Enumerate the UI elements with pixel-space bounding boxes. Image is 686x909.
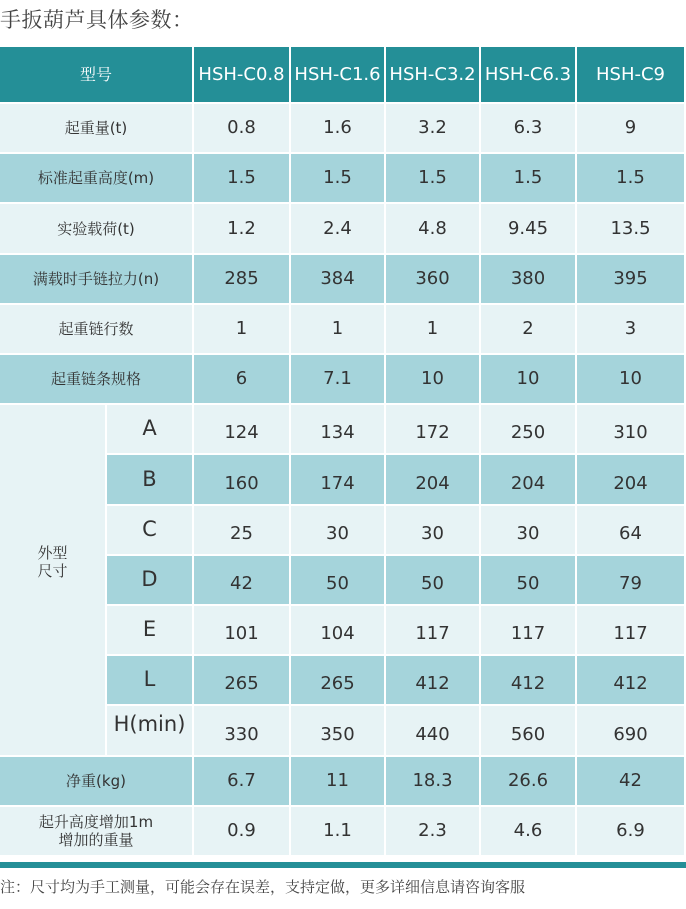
table-cell: 4.8 [386, 204, 481, 255]
table-cell: 9 [577, 104, 686, 154]
table-cell: 1.5 [577, 154, 686, 204]
header-model-hsh-c6.3: HSH-C6.3 [481, 47, 577, 104]
table-cell: 1 [291, 305, 386, 355]
table-cell: 1.5 [194, 154, 291, 204]
table-cell: 11 [291, 757, 386, 807]
table-cell: 160 [194, 455, 291, 506]
table-cell: 6.9 [577, 807, 686, 857]
table-cell: 250 [481, 405, 577, 455]
table-cell: 1.6 [291, 104, 386, 154]
dimension-label: D [107, 556, 194, 606]
table-cell: 265 [194, 656, 291, 706]
table-cell: 10 [386, 355, 481, 405]
table-cell: 6.3 [481, 104, 577, 154]
table-cell: 0.9 [194, 807, 291, 857]
dimension-label: E [107, 606, 194, 656]
table-cell: 690 [577, 706, 686, 757]
table-cell: 4.6 [481, 807, 577, 857]
table-cell: 25 [194, 506, 291, 556]
row-label-line1: 起升高度增加1m [38, 813, 154, 831]
table-cell: 42 [577, 757, 686, 807]
table-cell: 204 [386, 455, 481, 506]
header-model-hsh-c1.6: HSH-C1.6 [291, 47, 386, 104]
table-cell: 265 [291, 656, 386, 706]
row-label: 起重链行数 [0, 305, 194, 355]
dimension-label: L [107, 656, 194, 706]
table-cell: 1.5 [481, 154, 577, 204]
table-cell: 117 [481, 606, 577, 656]
table-cell: 412 [481, 656, 577, 706]
table-cell: 412 [386, 656, 481, 706]
table-cell: 6.7 [194, 757, 291, 807]
table-cell: 30 [481, 506, 577, 556]
row-label: 标准起重高度(m) [0, 154, 194, 204]
table-cell: 204 [577, 455, 686, 506]
table-bottom-bar [0, 862, 686, 868]
table-cell: 285 [194, 255, 291, 305]
footnote: 注：尺寸均为手工测量，可能会存在误差，支持定做，更多详细信息请咨询客服 [0, 878, 526, 896]
table-cell: 310 [577, 405, 686, 455]
table-cell: 1 [386, 305, 481, 355]
table-cell: 117 [386, 606, 481, 656]
table-cell: 30 [291, 506, 386, 556]
dimension-label: A [107, 405, 194, 455]
dimension-group-label-line2: 尺寸 [37, 562, 68, 580]
table-cell: 1.5 [291, 154, 386, 204]
table-cell: 3.2 [386, 104, 481, 154]
table-cell: 134 [291, 405, 386, 455]
header-model-hsh-c9: HSH-C9 [577, 47, 686, 104]
table-cell: 395 [577, 255, 686, 305]
table-cell: 117 [577, 606, 686, 656]
table-cell: 7.1 [291, 355, 386, 405]
table-cell: 2.3 [386, 807, 481, 857]
table-cell: 18.3 [386, 757, 481, 807]
table-cell: 1.2 [194, 204, 291, 255]
table-cell: 2.4 [291, 204, 386, 255]
row-label-line2: 增加的重量 [58, 831, 134, 849]
table-cell: 101 [194, 606, 291, 656]
table-cell: 560 [481, 706, 577, 757]
table-cell: 174 [291, 455, 386, 506]
row-label: 实验载荷(t) [0, 204, 194, 255]
table-cell: 10 [577, 355, 686, 405]
table-cell: 330 [194, 706, 291, 757]
table-cell: 350 [291, 706, 386, 757]
dimension-group-label [0, 405, 107, 757]
row-label: 净重(kg) [0, 757, 194, 807]
table-cell: 104 [291, 606, 386, 656]
table-cell: 42 [194, 556, 291, 606]
table-cell: 10 [481, 355, 577, 405]
header-model-hsh-c0.8: HSH-C0.8 [194, 47, 291, 104]
table-cell: 50 [386, 556, 481, 606]
row-label: 起重链条规格 [0, 355, 194, 405]
table-cell: 172 [386, 405, 481, 455]
table-cell: 64 [577, 506, 686, 556]
table-cell: 6 [194, 355, 291, 405]
table-cell: 79 [577, 556, 686, 606]
dimension-label: H(min) [107, 706, 194, 757]
table-cell: 13.5 [577, 204, 686, 255]
table-cell: 0.8 [194, 104, 291, 154]
dimension-label: C [107, 506, 194, 556]
dimension-group-label-line1: 外型 [37, 544, 68, 562]
table-cell: 124 [194, 405, 291, 455]
table-cell: 30 [386, 506, 481, 556]
page-title: 手扳葫芦具体参数： [0, 8, 194, 32]
table-cell: 50 [481, 556, 577, 606]
table-cell: 50 [291, 556, 386, 606]
row-label [0, 807, 194, 857]
table-cell: 412 [577, 656, 686, 706]
row-label: 起重量(t) [0, 104, 194, 154]
header-model-hsh-c3.2: HSH-C3.2 [386, 47, 481, 104]
header-model-label: 型号 [0, 47, 194, 104]
table-cell: 440 [386, 706, 481, 757]
table-cell: 1 [194, 305, 291, 355]
table-cell: 204 [481, 455, 577, 506]
table-cell: 9.45 [481, 204, 577, 255]
table-cell: 26.6 [481, 757, 577, 807]
table-cell: 380 [481, 255, 577, 305]
table-cell: 1.5 [386, 154, 481, 204]
table-cell: 1.1 [291, 807, 386, 857]
row-label: 满载时手链拉力(n) [0, 255, 194, 305]
dimension-label: B [107, 455, 194, 506]
table-cell: 2 [481, 305, 577, 355]
table-cell: 3 [577, 305, 686, 355]
table-cell: 384 [291, 255, 386, 305]
table-cell: 360 [386, 255, 481, 305]
